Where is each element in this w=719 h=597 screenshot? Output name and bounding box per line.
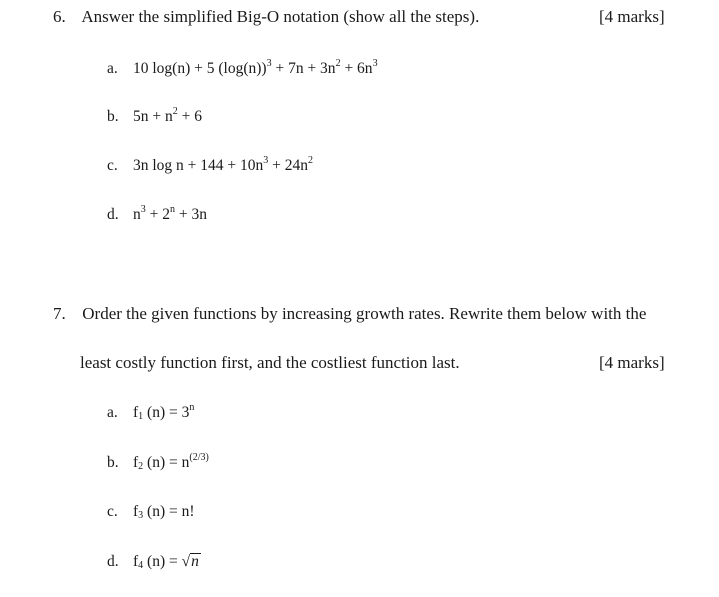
- question-6-header: [53, 7, 479, 27]
- question-7-text-line2: least costly function first, and the costliest function last.: [80, 353, 460, 372]
- q6-item-b: [107, 108, 202, 126]
- q7-item-d: [107, 553, 201, 571]
- question-7-header: [53, 304, 646, 324]
- question-7-marks: [4 marks]: [599, 353, 665, 372]
- q7-item-b: [107, 454, 209, 472]
- q7-item-d-expr: $f_4$ (n) = √n: [133, 553, 199, 571]
- q6-item-d-expr: $n^3 + 2^n + 3n$: [133, 204, 207, 223]
- q7-item-a-expr: $f_1$ $(n) = 3^n$: [133, 402, 195, 422]
- q6-item-a-label: a.: [107, 60, 118, 77]
- q6-item-d: [107, 206, 207, 224]
- question-7-text-line1: Order the given functions by increasing growth rates. Rewrite them below with the: [82, 304, 647, 323]
- q7-item-b-label: b.: [107, 454, 119, 471]
- question-6-number: 6.: [53, 7, 66, 26]
- q6-item-a-expr: 10 log(n) + 5 $(\log(n))^3 + 7n + 3n^2 + 6n^3$: [133, 58, 378, 77]
- q7-item-c: [107, 503, 195, 521]
- q7-item-a-label: a.: [107, 404, 118, 421]
- q6-item-d-label: d.: [107, 206, 119, 223]
- q6-item-c-label: c.: [107, 157, 118, 174]
- q7-item-a: [107, 404, 194, 422]
- q7-item-c-expr: $f_3$ (n) = n!: [133, 503, 195, 521]
- square-root-icon: √: [181, 553, 191, 570]
- question-6-text: Answer the simplified Big-O notation (show all the steps).: [81, 7, 480, 26]
- q6-item-c-expr: 3n $\log n + 144 + 10n^3 + 24n^2$: [133, 155, 314, 174]
- q7-item-c-label: c.: [107, 503, 118, 520]
- q7-item-d-label: d.: [107, 553, 119, 570]
- q7-item-b-expr: $f_2$ $(n) = n^{(2/3)}$: [133, 452, 209, 472]
- sqrt-radicand: n: [191, 553, 199, 570]
- question-6-marks: [4 marks]: [599, 7, 665, 26]
- q6-item-c: [107, 157, 313, 175]
- question-7-number: 7.: [53, 304, 66, 323]
- q6-item-a: [107, 60, 378, 78]
- q6-item-b-label: b.: [107, 108, 119, 125]
- q6-item-b-expr: $5n + n^2 + 6$: [133, 106, 202, 125]
